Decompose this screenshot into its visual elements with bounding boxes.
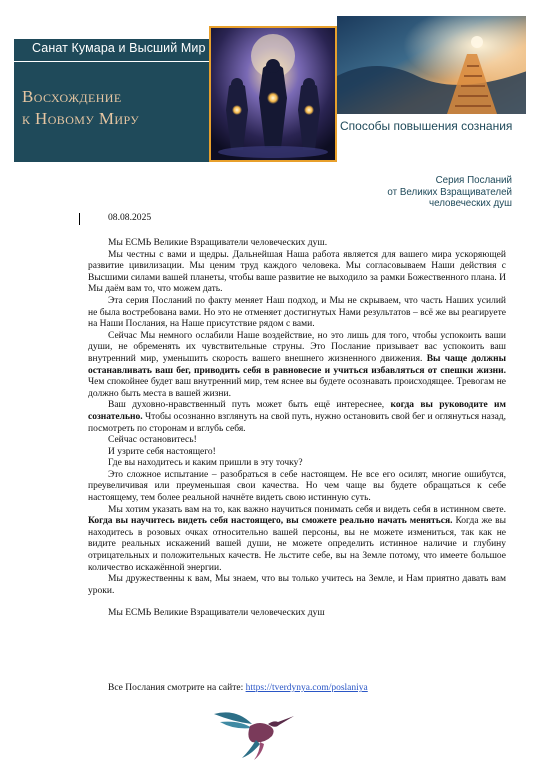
line-behold: И узрите себя настоящего!: [108, 446, 216, 457]
line-stop: Сейчас остановитесь!: [108, 435, 197, 446]
paragraph-6-end: Когда же вы находитесь в розовых очках относительно вашей персоны, вы не можете измениться, так как не видите реальных искажений вашей души, не можете определить истинное наличие и глубину отрицательных и положительных качеств. Не льстите себе, вы на Земле потому, что имеете большое количество искажённой энергии.: [88, 516, 506, 573]
paragraph-3-bold: Вы чаще должны останавливать ваш бег, приводить себя в равновесие и учиться избавляться от спешки жизни.: [88, 353, 507, 376]
paragraph-6: [88, 505, 506, 575]
paragraph-3-end: Чем спокойнее будет ваш внутренний мир, тем яснее вы будете осознавать происходящее. Тревогам не должно быть места в вашей жизни.: [88, 377, 506, 399]
paragraph-3-start: Сейчас Мы немного ослабили Наше воздействие, но это лишь для того, чтобы успокоить ваши души, не обременять их чувствительные струны. Это Послание призывает вас успокоить ваш внутренний мир, уменьшить скорость вашего внешнего жизненного движения.: [88, 330, 506, 364]
hummingbird-logo-icon: [212, 700, 296, 762]
header-banner: [14, 16, 526, 162]
text-cursor: [79, 213, 80, 225]
letter-date: 08.08.2025: [108, 212, 152, 223]
greeting: Мы ЕСМЬ Великие Взращиватели человеческих душ.: [108, 238, 328, 248]
banner-subtitle: Способы повышения сознания: [340, 119, 513, 133]
series-line-2: от Великих Взращивателей: [387, 186, 512, 198]
series-caption: [387, 175, 512, 210]
paragraph-4-bold: когда вы руководите им сознательно.: [88, 400, 506, 422]
paragraph-4: [88, 400, 506, 435]
brand-title: [22, 86, 202, 130]
paragraph-5: Это сложное испытание – разобраться в себе настоящем. Не все его осилят, многие ошибутся, преувеличивая или преуменьшая свои качества. Но чем чаще вы будете обращаться к себе настоящему, тем более реальной начнёте видеть свою истинную суть.: [88, 469, 506, 504]
paragraph-3: [88, 331, 506, 401]
message-body: [88, 238, 506, 620]
paragraph-7: Мы дружественны к вам, Мы знаем, что вы только учитесь на Земле, и Нам приятно давать вам уроки.: [88, 574, 506, 596]
cosmic-figures-image: [209, 26, 337, 162]
series-line-3: человеческих душ: [428, 198, 512, 209]
footer-line: [108, 683, 368, 693]
stairway-sky-image: [337, 16, 526, 114]
series-line-1: Серия Посланий: [435, 175, 512, 186]
footer-label: Все Послания смотрите на сайте:: [108, 683, 246, 693]
site-link[interactable]: https://tverdynya.com/poslaniya: [245, 683, 368, 693]
paragraph-1: Мы честны с вами и щедры. Дальнейшая Наша работа является для вашего мира ускоряющей развитие цивилизации. Мы ценим труд каждого человека. Мы согласовываем Наши действия с Высшими силами вашей планеты, чтобы ваше развитие не выходило за рамки Божественного плана. И Мы даём вам то, что можем дать.: [88, 249, 506, 295]
paragraph-6-start: Мы хотим указать вам на то, как важно научиться понимать себя и видеть себя в истинном свете.: [108, 504, 506, 515]
paragraph-2: Эта серия Посланий по факту меняет Наш подход, и Мы не скрываем, что часть Наших усилий не была востребована вами. Но это не отменяет достигнутых Нами результатов – всё же вы реагируете на Наши Послания, на Наше присутствие рядом с вами.: [88, 295, 506, 330]
line-where: Где вы находитесь и каким пришли в эту точку?: [108, 458, 303, 469]
brand-tagline: Санат Кумара и Высший Мир: [32, 41, 206, 55]
paragraph-6-bold: Когда вы научитесь видеть себя настоящего, вы сможете реально начать меняться.: [88, 516, 453, 527]
paragraph-4-end: Чтобы осознанно взглянуть на свой путь, нужно остановить свой бег и оглянуться назад, посмотреть по сторонам и вглубь себя.: [88, 411, 506, 434]
signature: Мы ЕСМЬ Великие Взращиватели человеческих душ: [108, 608, 325, 619]
paragraph-4-start: Ваш духовно-нравственный путь может быть ещё интереснее,: [108, 400, 391, 411]
brand-title-line1: Восхождение: [22, 87, 122, 106]
brand-title-line2: к Новому Миру: [22, 109, 140, 128]
